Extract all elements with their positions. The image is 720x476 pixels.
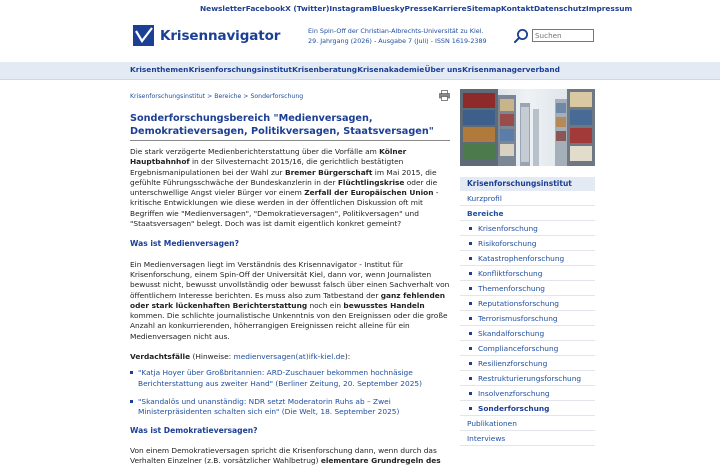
sidebar-item-publikationen[interactable]: Publikationen <box>460 416 595 431</box>
sidebar-item-terrorismusforschung[interactable]: Terrorismusforschung <box>460 311 595 326</box>
heading-demokratieversagen: Was ist Demokratieversagen? <box>130 425 258 435</box>
page-title: Sonderforschungsbereich "Medienversagen, Demokratieversagen, Politikversagen, Staatsversagen" <box>130 113 434 137</box>
sidebar-item-insolvenzforschung[interactable]: Insolvenzforschung <box>460 386 595 401</box>
sidebar-item-kurzprofil[interactable]: Kurzprofil <box>460 191 595 206</box>
topnav-newsletter[interactable]: Newsletter <box>200 4 246 13</box>
mainnav-krisenberatung[interactable]: Krisenberatung <box>292 65 358 74</box>
list-item: "Skandalös und unanständig: NDR setzt Moderatorin Ruhs ab – Zwei Ministerpräsidenten schalten sich ein" (Die Welt, 18. September 2025) <box>130 397 452 418</box>
tagline-line-1: Ein Spin-Off der Christian-Albrechts-Universität zu Kiel. <box>308 27 484 35</box>
topnav-datenschutz[interactable]: Datenschutz <box>533 4 587 13</box>
sidebar-nav <box>460 177 595 446</box>
medienversagen-paragraph: Ein Medienversagen liegt im Verständnis des Krisennavigator - Institut für Krisenforschung, einem Spin-Off der Universität Kiel, dann vor, wenn Journalisten bewusst nicht, bewusst unvollständig oder bewusst falsch über einen Sachverhalt von öffentlichem Interesse berichten. Es muss also zum Tatbestand der ganz fehlenden oder stark lückenhaften Berichterstattung noch ein bewusstes Handeln kommen. Die schlichte journalistische Unkenntnis von den Ereignissen oder die große Anzahl an konkurrierenden, höherrangigen Ereignissen reicht alleine für ein Medienversagen nicht aus. <box>130 259 450 341</box>
topnav-sitemap[interactable]: Sitemap <box>466 4 502 13</box>
intro-paragraph: Die stark verzögerte Medienberichterstattung über die Vorfälle am Kölner Hauptbahnhof in der Silvesternacht 2015/16, die gerichtlich bestätigten Ergebnismanipulationen bei der Wahl zur Bremer Bürgerschaft im Mai 2015, die gefühlte Führungsschwäche der Bundeskanzlerin in der Flüchtlingskrise oder die unterschwellige Angst vieler Bürger vor einem Zerfall der Europäischen Union - kritische Entwicklungen wie diese werden in der öffentlichen Diskussion oft mit Begriffen wie "Medienversagen", "Demokratieversagen", Politikversagen" und "Staatsversagen" belegt. Doch was ist damit eigentlich konkret gemeint? <box>130 147 439 229</box>
sidebar-item-restrukturierungsforschung[interactable]: Restrukturierungsforschung <box>460 371 595 386</box>
sidebar-item-sonderforschung[interactable]: Sonderforschung <box>460 401 595 416</box>
mainnav-ueber-uns[interactable]: Über uns <box>424 65 462 74</box>
case-list <box>130 368 452 417</box>
main-nav <box>0 62 720 80</box>
mainnav-krisenmanagerverband[interactable]: Krisenmanagerverband <box>462 65 560 74</box>
title-divider <box>130 140 450 141</box>
topnav-instagram[interactable]: Instagram <box>329 4 372 13</box>
sidebar-item-skandalforschung[interactable]: Skandalforschung <box>460 326 595 341</box>
sidebar-heading[interactable]: Krisenforschungsinstitut <box>460 177 595 191</box>
topnav-x-twitter[interactable]: X (Twitter) <box>285 4 330 13</box>
sidebar-item-reputationsforschung[interactable]: Reputationsforschung <box>460 296 595 311</box>
sidebar-item-risikoforschung[interactable]: Risikoforschung <box>460 236 595 251</box>
topnav-kontakt[interactable]: Kontakt <box>501 4 534 13</box>
topnav-facebook[interactable]: Facebook <box>245 4 286 13</box>
email-link[interactable]: medienversagen(at)ifk-kiel.de <box>233 352 345 362</box>
sidebar-item-krisenforschung[interactable]: Krisenforschung <box>460 221 595 236</box>
sidebar-item-konfliktforschung[interactable]: Konfliktforschung <box>460 266 595 281</box>
case-link[interactable]: "Skandalös und unanständig: NDR setzt Moderatorin Ruhs ab – Zwei Ministerpräsidenten schalten sich ein" <box>138 396 391 417</box>
mainnav-krisenakademie[interactable]: Krisenakademie <box>357 65 425 74</box>
sidebar-item-resilienzforschung[interactable]: Resilienzforschung <box>460 356 595 371</box>
topnav-presse[interactable]: Presse <box>404 4 433 13</box>
verdachtsfaelle-line: Verdachtsfälle (Hinweise: medienversagen(at)ifk-kiel.de): <box>130 352 351 362</box>
sidebar-item-complianceforschung[interactable]: Complianceforschung <box>460 341 595 356</box>
topnav-impressum[interactable]: Impressum <box>586 4 633 13</box>
library-shelves-image <box>460 89 595 166</box>
search-input[interactable] <box>532 29 594 42</box>
tagline-line-2: 29. Jahrgang (2026) - Ausgabe 7 (Juli) - ISSN 1619-2389 <box>308 36 487 45</box>
site-tagline <box>308 27 508 46</box>
logo-text: Krisennavigator <box>160 27 281 44</box>
case-link[interactable]: "Katja Hoyer über Großbritannien: ARD-Zuschauer bekommen hochnäsige Berichterstattung aus zweiter Hand" <box>138 368 413 388</box>
search-icon[interactable] <box>513 28 529 44</box>
top-nav <box>200 4 633 13</box>
mainnav-krisenforschungsinstitut[interactable]: Krisenforschungsinstitut <box>188 65 292 74</box>
sidebar-item-themenforschung[interactable]: Themenforschung <box>460 281 595 296</box>
topnav-bluesky[interactable]: Bluesky <box>371 4 405 13</box>
mainnav-krisenthemen[interactable]: Krisenthemen <box>130 65 189 74</box>
article-body <box>130 147 452 476</box>
list-item: "Katja Hoyer über Großbritannien: ARD-Zuschauer bekommen hochnäsige Berichterstattung aus zweiter Hand" (Berliner Zeitung, 20. September 2025) <box>130 368 452 389</box>
topnav-karriere[interactable]: Karriere <box>432 4 467 13</box>
logo-check-icon <box>133 25 154 46</box>
sidebar-item-bereiche[interactable]: Bereiche <box>460 206 595 221</box>
sidebar-item-interviews[interactable]: Interviews <box>460 431 595 446</box>
demokratieversagen-paragraph: Von einem Demokratieversagen spricht die Krisenforschung dann, wenn durch das Verhalten Einzelner (z.B. vorsätzlicher Wahlbetrug) elementare Grundregeln des <box>130 445 441 466</box>
site-logo[interactable] <box>133 25 280 46</box>
heading-medienversagen: Was ist Medienversagen? <box>130 239 239 249</box>
breadcrumb[interactable]: Krisenforschungsinstitut > Bereiche > Sonderforschung <box>130 93 304 100</box>
print-icon[interactable] <box>439 90 450 101</box>
sidebar-item-katastrophenforschung[interactable]: Katastrophenforschung <box>460 251 595 266</box>
